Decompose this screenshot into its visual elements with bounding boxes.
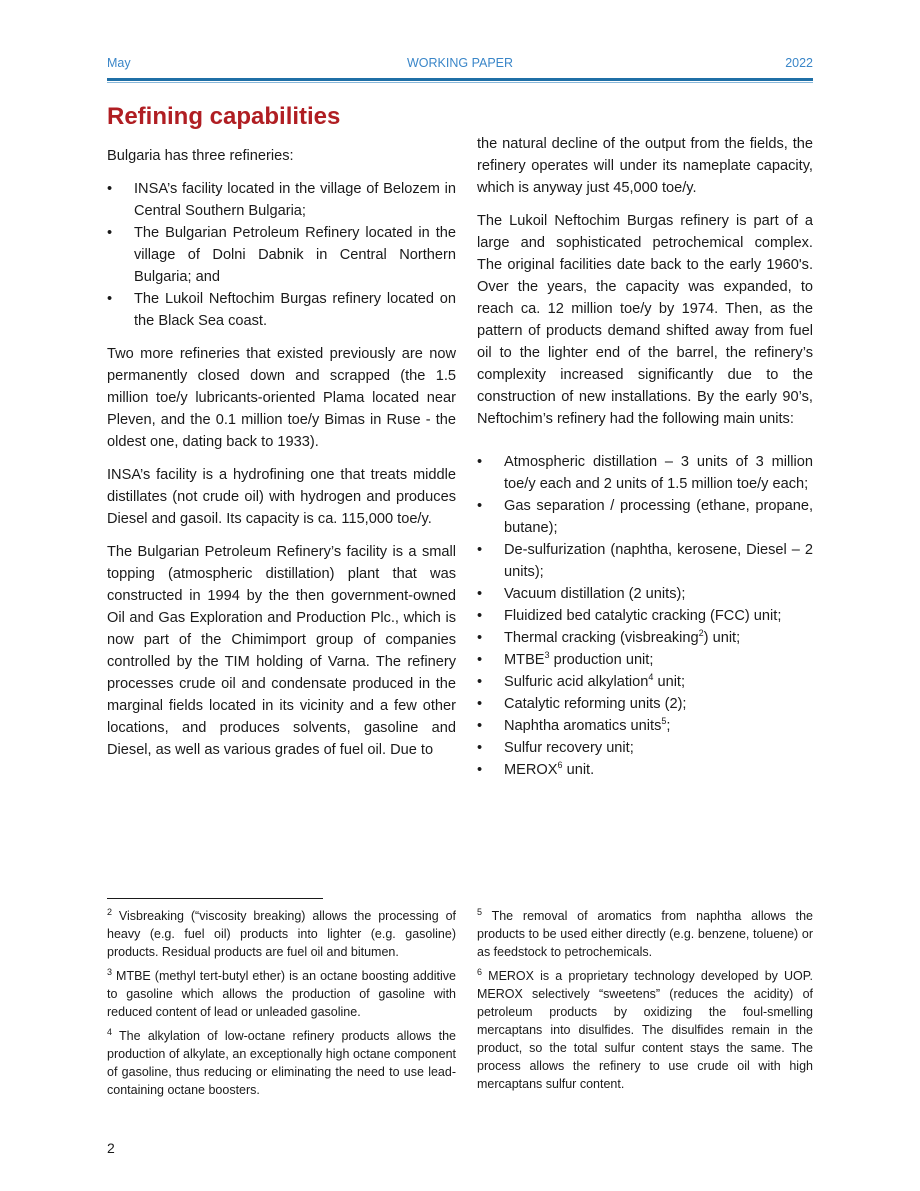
closed-refineries-paragraph: Two more refineries that existed previously are now permanently closed down and scrapped (the 1.5 million toe/y lubricants-oriented Plama located near Pleven, and the 0.1 million toe/y Bimas in Ruse - the oldest one, dating back to 1933). (107, 346, 456, 450)
header-rule-thick (107, 78, 813, 81)
units-list (477, 451, 813, 781)
list-item: • De-sulfurization (naphtha, kerosene, Diesel – 2 units); (477, 539, 813, 583)
list-item: • MEROX$^6$ unit. (477, 759, 813, 781)
footnote-separator (107, 898, 323, 899)
list-item: • Atmospheric distillation – 3 units of 3 million toe/y each and 2 units of 1.5 million toe/y each; (477, 451, 813, 495)
footnote: $^3$ MTBE (methyl tert-butyl ether) is an octane boosting additive to gasoline which allows the production of gasoline with reduced content of lead or unleaded gasoline. (107, 966, 456, 1019)
list-item: • The Bulgarian Petroleum Refinery located in the village of Dolni Dabnik in Central Northern Bulgaria; and (107, 222, 456, 288)
continued-paragraph: the natural decline of the output from the fields, the refinery operates will under its nameplate capacity, which is anyway just 45,000 toe/y. (477, 136, 813, 196)
list-item: • Catalytic reforming units (2); (477, 693, 813, 715)
list-item: • INSA’s facility located in the village of Belozem in Central Southern Bulgaria; (107, 178, 456, 222)
intro-paragraph: Bulgaria has three refineries: (107, 148, 294, 164)
list-item: • Fluidized bed catalytic cracking (FCC) unit; (477, 605, 813, 627)
footnote-ref[interactable]: 2 (698, 628, 704, 639)
list-item: • Sulfuric acid alkylation$^4$ unit; (477, 671, 813, 693)
page-number: 2 (107, 1140, 115, 1156)
footnotes-right (477, 907, 813, 1099)
header-label: WORKING PAPER (406, 56, 514, 70)
section-title: Refining capabilities (107, 103, 341, 130)
footnote: $^2$ Visbreaking (“viscosity breaking) allows the processing of heavy (e.g. fuel oil) products into lighter (e.g. gasoline) products. Residual products are fuel oil and bitumen. (107, 906, 456, 959)
header-month: May (107, 56, 131, 70)
header-rule-thin (107, 82, 813, 83)
right-column (477, 133, 813, 792)
lukoil-paragraph: The Lukoil Neftochim Burgas refinery is part of a large and sophisticated petrochemical complex. The original facilities date back to the early 1960's. Over the years, the capacity was expanded, to reach ca. 12 million toe/y by 1974. Then, as the pattern of products demand shifted away from fuel oil to the lighter end of the barrel, the refinery’s complexity increased significantly due to the construction of new installations. By the early 90’s, Neftochim’s refinery had the following main units: (477, 213, 813, 427)
list-item: • Gas separation / processing (ethane, propane, butane); (477, 495, 813, 539)
list-item: • Sulfur recovery unit; (477, 737, 813, 759)
footnotes-left (107, 907, 456, 1105)
list-item: • MTBE$^3$ production unit; (477, 649, 813, 671)
footnote: $^4$ The alkylation of low-octane refinery products allows the production of alkylate, an exceptionally high octane component of gasoline, thus reducing or eliminating the need to use lead-containing octane boosters. (107, 1026, 457, 1097)
list-item: • Vacuum distillation (2 units); (477, 583, 813, 605)
bpr-paragraph: The Bulgarian Petroleum Refinery’s facility is a small topping (atmospheric distillation) plant that was constructed in 1994 by the then government-owned Oil and Gas Exploration and Production Plc., which is now part of the Chimimport group of companies controlled by the TIM holding of Varna. The refinery processes crude oil and condensate produced in the marginal fields located in its vicinity and a few other locations, and produces solvents, gasoline and Diesel, as well as various grades of fuel oil. Due to (107, 544, 456, 758)
refinery-list (107, 178, 456, 332)
footnote-ref[interactable]: 6 (557, 760, 563, 771)
footnote-ref[interactable]: 4 (648, 672, 654, 683)
running-header (107, 56, 813, 72)
list-item: • Thermal cracking (visbreaking$^2$) unit; (477, 627, 813, 649)
footnote-ref[interactable]: 3 (544, 650, 550, 661)
footnote: $^6$ MEROX is a proprietary technology developed by UOP. MEROX selectively “sweetens” (reduces the acidity) of petroleum products by oxidizing the foul-smelling mercaptans into disulfides. The disulfides remain in the product, so the total sulfur content stays the same. The process allows the refinery to use crude oil with high mercaptans sulfur content. (477, 966, 813, 1091)
list-item: • The Lukoil Neftochim Burgas refinery located on the Black Sea coast. (107, 288, 456, 332)
footnote: $^5$ The removal of aromatics from naphtha allows the products to be used either directly (e.g. benzene, toluene) or as feedstock to petrochemicals. (477, 906, 813, 959)
insa-paragraph: INSA’s facility is a hydrofining one that treats middle distillates (not crude oil) with hydrogen and produces Diesel and gasoil. Its capacity is ca. 115,000 toe/y. (107, 467, 456, 527)
footnote-ref[interactable]: 5 (661, 716, 667, 727)
left-column (107, 145, 456, 772)
header-year: 2022 (785, 56, 813, 70)
list-item: • Naphtha aromatics units$^5$; (477, 715, 813, 737)
